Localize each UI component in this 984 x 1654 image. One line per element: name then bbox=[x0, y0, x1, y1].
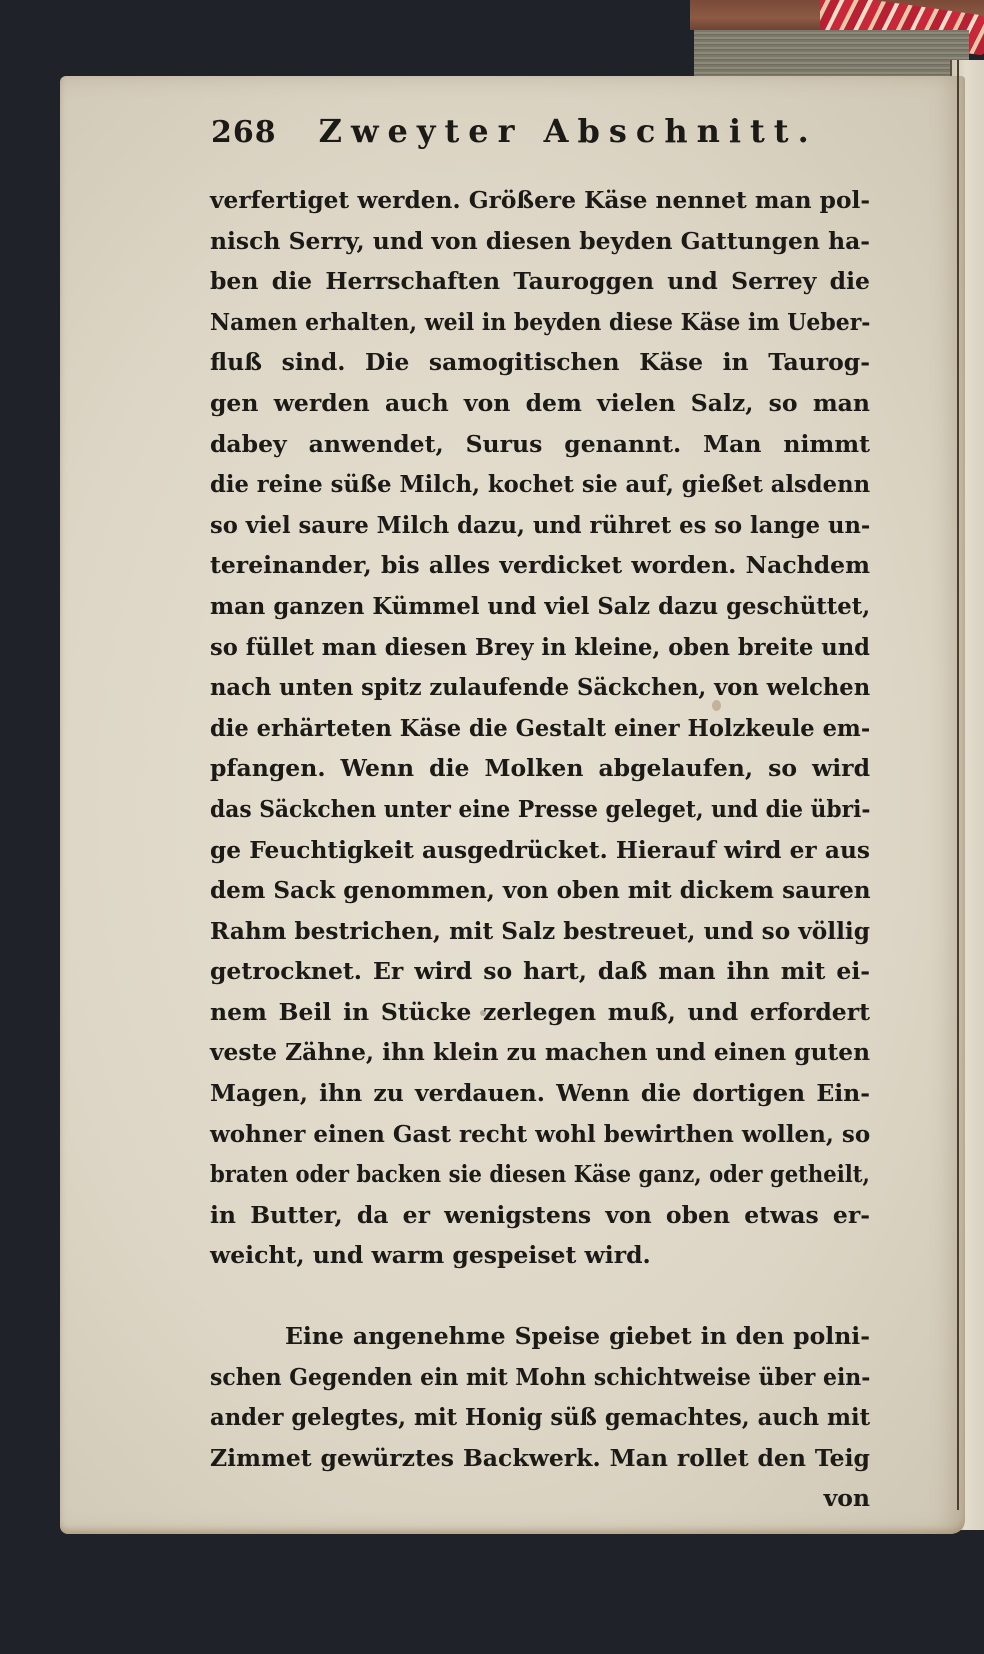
paragraph bbox=[210, 1316, 870, 1519]
text-line: man ganzen Kümmel und viel Salz dazu geschüttet, bbox=[210, 591, 871, 620]
text-line: die erhärteten Käse die Gestalt einer Holzkeule em- bbox=[210, 713, 871, 742]
text-line: weicht, und warm gespeiset wird. bbox=[210, 1241, 651, 1270]
text-line: ben die Herrschaften Tauroggen und Serrey die bbox=[210, 267, 870, 296]
text-line: so viel saure Milch dazu, und rühret es so lange un- bbox=[210, 510, 871, 539]
text-line: schen Gegenden ein mit Mohn schichtweise über ein- bbox=[210, 1362, 871, 1391]
text-line: getrocknet. Er wird so hart, daß man ihn mit ei- bbox=[210, 957, 870, 986]
text-line: Zimmet gewürztes Backwerk. Man rollet den Teig bbox=[210, 1443, 870, 1472]
text-line: Eine angenehme Speise giebet in den polni- bbox=[285, 1322, 870, 1351]
text-line: pfangen. Wenn die Molken abgelaufen, so wird bbox=[210, 754, 870, 783]
text-line: das Säckchen unter eine Presse geleget, und die übri- bbox=[210, 794, 871, 823]
text-line: wohner einen Gast recht wohl bewirthen wollen, so bbox=[210, 1119, 871, 1148]
text-line: so füllet man diesen Brey in kleine, oben breite und bbox=[210, 632, 870, 661]
text-line: Namen erhalten, weil in beyden diese Käse im Ueber- bbox=[210, 307, 871, 336]
page-number: 268 bbox=[211, 115, 277, 150]
paragraph bbox=[210, 180, 870, 1276]
text-line: verfertiget werden. Größere Käse nennet man pol- bbox=[210, 186, 871, 214]
text-line: in Butter, da er wenigstens von oben etwas er- bbox=[210, 1200, 870, 1229]
text-line: Rahm bestrichen, mit Salz bestreuet, und so völlig bbox=[210, 916, 870, 945]
text-line: Magen, ihn zu verdauen. Wenn die dortigen Ein- bbox=[210, 1079, 870, 1108]
text-line: nem Beil in Stücke zerlegen muß, und erfordert bbox=[210, 997, 870, 1026]
catchword: von bbox=[823, 1484, 870, 1513]
text-line: nach unten spitz zulaufende Säckchen, von welchen bbox=[210, 673, 871, 702]
text-line: tereinander, bis alles verdicket worden. Nachdem bbox=[210, 551, 870, 580]
body-text bbox=[210, 180, 870, 1519]
running-head: Zweyter Abschnitt. bbox=[318, 112, 818, 150]
text-line: dem Sack genommen, von oben mit dickem sauren bbox=[210, 876, 871, 905]
page-gutter bbox=[957, 60, 959, 1510]
text-line: dabey anwendet, Surus genannt. Man nimmt bbox=[210, 429, 870, 458]
text-line: fluß sind. Die samogitischen Käse in Taurog- bbox=[210, 348, 870, 377]
text-line: die reine süße Milch, kochet sie auf, gießet alsdenn bbox=[210, 470, 871, 499]
text-line: nisch Serry, und von diesen beyden Gattungen ha- bbox=[210, 226, 871, 255]
text-line: gen werden auch von dem vielen Salz, so man bbox=[210, 388, 870, 417]
page-header bbox=[211, 112, 851, 162]
paragraph-gap bbox=[210, 1276, 870, 1316]
text-line: braten oder backen sie diesen Käse ganz, oder getheilt, bbox=[210, 1160, 870, 1189]
text-line: veste Zähne, ihn klein zu machen und einen guten bbox=[210, 1038, 871, 1067]
text-line: ander gelegtes, mit Honig süß gemachtes, auch mit bbox=[210, 1403, 871, 1432]
text-line: ge Feuchtigkeit ausgedrücket. Hierauf wird er aus bbox=[210, 835, 871, 864]
page-block-edge bbox=[694, 30, 969, 82]
